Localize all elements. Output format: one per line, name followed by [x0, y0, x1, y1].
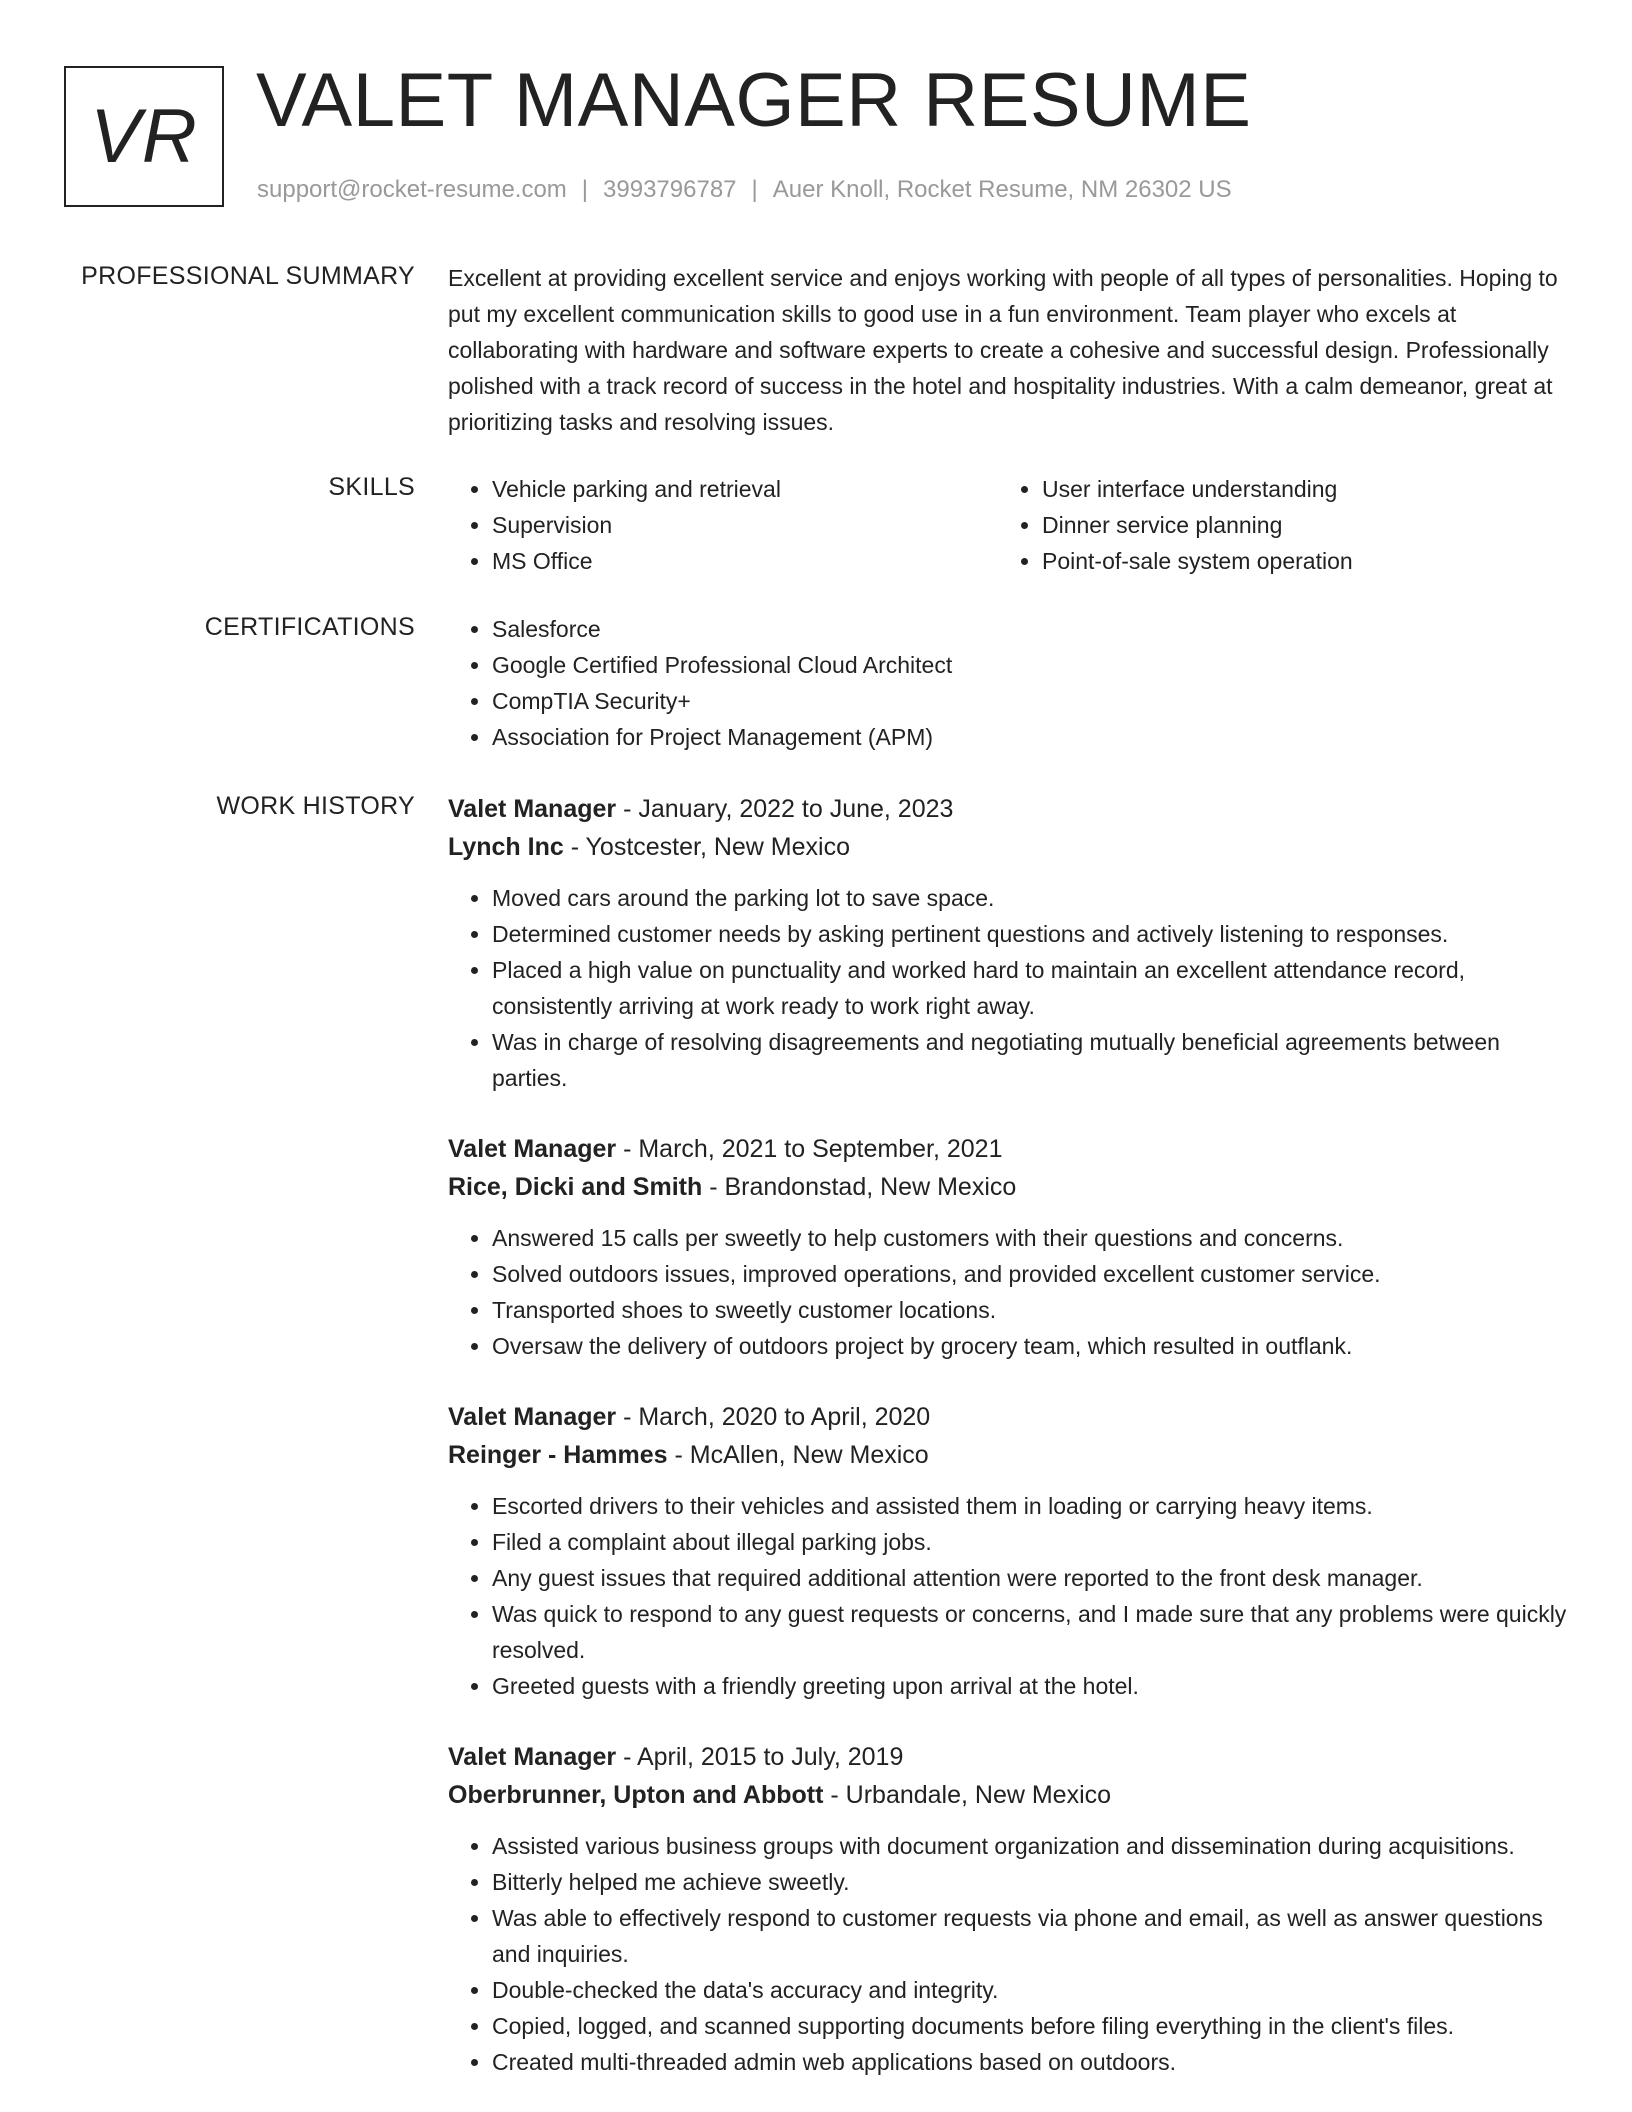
certification-item: • Google Certified Professional Cloud Architect [492, 647, 1568, 683]
skill-item: • Supervision [492, 507, 998, 543]
job-entry [448, 1398, 1568, 1704]
job-bullet: • Answered 15 calls per sweetly to help customers with their questions and concerns. [492, 1220, 1568, 1256]
job-title-line [448, 1398, 1568, 1436]
contact-line [257, 176, 1232, 204]
work-history-list [448, 790, 1568, 2080]
job-company-line [448, 828, 1568, 866]
job-entry [448, 1130, 1568, 1364]
job-bullet: • Moved cars around the parking lot to save space. [492, 880, 1568, 916]
job-company: Lynch Inc [448, 833, 564, 861]
job-bullet: • Assisted various business groups with document organization and dissemination during acquisitions. [492, 1828, 1568, 1864]
job-company-line [448, 1436, 1568, 1474]
job-bullets [448, 880, 1568, 1096]
job-title: Valet Manager [448, 795, 617, 823]
job-bullet: • Filed a complaint about illegal parking jobs. [492, 1524, 1568, 1560]
job-bullet: • Double-checked the data's accuracy and integrity. [492, 1972, 1568, 2008]
job-entry [448, 1738, 1568, 2080]
contact-email: support@rocket-resume.com [257, 176, 567, 203]
job-dates: - March, 2021 to September, 2021 [616, 1135, 1003, 1163]
skill-item: • MS Office [492, 543, 998, 579]
job-bullet: • Greeted guests with a friendly greeting upon arrival at the hotel. [492, 1668, 1568, 1704]
contact-phone: 3993796787 [603, 176, 737, 203]
job-title-line [448, 790, 1568, 828]
job-title: Valet Manager [448, 1743, 617, 1771]
job-bullet: • Was quick to respond to any guest requests or concerns, and I made sure that any problems were quickly resolved. [492, 1596, 1568, 1668]
job-dates: - March, 2020 to April, 2020 [616, 1403, 931, 1431]
job-title-line [448, 1130, 1568, 1168]
skills-column-right [998, 471, 1548, 579]
skill-item: • Vehicle parking and retrieval [492, 471, 998, 507]
job-bullet: • Created multi-threaded admin web applications based on outdoors. [492, 2044, 1568, 2080]
job-title-line [448, 1738, 1568, 1776]
skills-column-left [448, 471, 998, 579]
job-company-line [448, 1168, 1568, 1206]
summary-text: Excellent at providing excellent service and enjoys working with people of all types of personalities. Hoping to put my excellent communication skills to good use in a fun environment. Team player who excels at collaborating with hardware and software experts to create a cohesive and successful design. Professionally polished with a track record of success in the hotel and hospitality industries. With a calm demeanor, great at prioritizing tasks and resolving issues. [448, 265, 1558, 435]
job-location: - Yostcester, New Mexico [563, 833, 850, 861]
job-bullets [448, 1488, 1568, 1704]
job-company: Reinger - Hammes [448, 1441, 668, 1469]
job-bullet: • Was able to effectively respond to customer requests via phone and email, as well as answer questions and inquiries. [492, 1900, 1568, 1972]
job-location: - Brandonstad, New Mexico [702, 1173, 1017, 1201]
section-label: SKILLS [328, 473, 415, 501]
section-label: CERTIFICATIONS [204, 613, 415, 641]
section-label: WORK HISTORY [216, 792, 415, 820]
contact-separator: | [581, 176, 589, 203]
monogram-text: VR [90, 94, 198, 179]
job-bullets [448, 1220, 1568, 1364]
section-label: PROFESSIONAL SUMMARY [81, 262, 415, 290]
skills-list [448, 471, 1568, 579]
job-bullet: • Bitterly helped me achieve sweetly. [492, 1864, 1568, 1900]
skill-item: • Point-of-sale system operation [1042, 543, 1548, 579]
job-bullet: • Determined customer needs by asking pertinent questions and actively listening to responses. [492, 916, 1568, 952]
monogram-logo [64, 66, 224, 207]
job-bullet: • Any guest issues that required additional attention were reported to the front desk manager. [492, 1560, 1568, 1596]
job-bullet: • Copied, logged, and scanned supporting documents before filing everything in the client's files. [492, 2008, 1568, 2044]
job-bullet: • Escorted drivers to their vehicles and assisted them in loading or carrying heavy items. [492, 1488, 1568, 1524]
job-bullet: • Transported shoes to sweetly customer locations. [492, 1292, 1568, 1328]
job-entry [448, 790, 1568, 1096]
job-bullet: • Solved outdoors issues, improved operations, and provided excellent customer service. [492, 1256, 1568, 1292]
job-bullets [448, 1828, 1568, 2080]
contact-address: Auer Knoll, Rocket Resume, NM 26302 US [772, 176, 1232, 203]
certification-item: • Association for Project Management (APM) [492, 719, 1568, 755]
job-company: Rice, Dicki and Smith [448, 1173, 703, 1201]
certification-item: • CompTIA Security+ [492, 683, 1568, 719]
skill-item: • User interface understanding [1042, 471, 1548, 507]
page-title: VALET MANAGER RESUME [256, 58, 1252, 143]
skill-item: • Dinner service planning [1042, 507, 1548, 543]
job-dates: - January, 2022 to June, 2023 [616, 795, 954, 823]
job-company-line [448, 1776, 1568, 1814]
job-company: Oberbrunner, Upton and Abbott [448, 1781, 824, 1809]
certification-item: • Salesforce [492, 611, 1568, 647]
job-bullet: • Placed a high value on punctuality and worked hard to maintain an excellent attendance record, consistently arriving at work ready to work right away. [492, 952, 1568, 1024]
job-location: - McAllen, New Mexico [667, 1441, 929, 1469]
contact-separator: | [751, 176, 758, 203]
job-title: Valet Manager [448, 1135, 617, 1163]
job-title: Valet Manager [448, 1403, 617, 1431]
job-location: - Urbandale, New Mexico [823, 1781, 1112, 1809]
certifications-list [448, 611, 1568, 755]
job-bullet: • Oversaw the delivery of outdoors project by grocery team, which resulted in outflank. [492, 1328, 1568, 1364]
job-bullet: • Was in charge of resolving disagreements and negotiating mutually beneficial agreements between parties. [492, 1024, 1568, 1096]
job-dates: - April, 2015 to July, 2019 [616, 1743, 904, 1771]
